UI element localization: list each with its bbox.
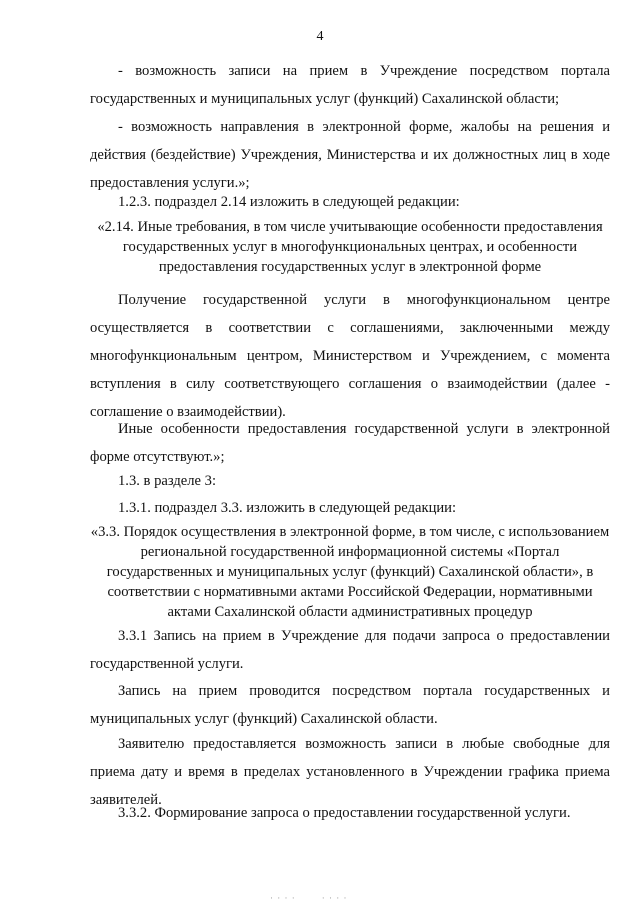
paragraph-amend-2-14: 1.2.3. подраздел 2.14 изложить в следующей редакции:	[118, 194, 460, 210]
paragraph-amend-3-3: 1.3.1. подраздел 3.3. изложить в следующей редакции:	[118, 500, 457, 516]
paragraph-appointment-portal: Запись на прием проводится посредством портала государственных и муниципальных услуг (функций) Сахалинской области.	[90, 683, 610, 727]
section-heading-3-3: «3.3. Порядок осуществления в электронной форме, в том числе, с использованием региональной государственной информационной системы «Портал государственных и муниципальных услуг (функций) Сахалинской области», в соответствии с нормативными актами Российской Федерации, нормативными актами Сахалинской области административных процедур	[90, 524, 610, 620]
paragraph-electronic-features: Иные особенности предоставления государственной услуги в электронной форме отсутствуют.»;	[90, 421, 610, 465]
page-number: 4	[316, 29, 324, 44]
paragraph-section-3: 1.3. в разделе 3:	[118, 473, 217, 489]
paragraph-mfc-service: Получение государственной услуги в многофункциональном центре осуществляется в соответствии с соглашениями, заключенными между многофункциональным центром, Министерством и Учреждением, с момента вступления в силу соответствующего соглашения о взаимодействии (далее - соглашение о взаимодействии).	[90, 292, 610, 420]
paragraph-applicant-schedule: Заявителю предоставляется возможность записи в любые свободные для приема дату и время в пределах установленного в Учреждении графика приема заявителей.	[90, 736, 610, 808]
paragraph-3-3-2: 3.3.2. Формирование запроса о предоставлении государственной услуги.	[118, 805, 571, 821]
section-heading-2-14: «2.14. Иные требования, в том числе учитывающие особенности предоставления государственных услуг в многофункциональных центрах, и особенности предоставления государственных услуг в электронной форме	[97, 219, 603, 275]
scan-artifact: · · · · · · · ·	[270, 893, 348, 903]
paragraph-3-3-1: 3.3.1 Запись на прием в Учреждение для подачи запроса о предоставлении государственной услуги.	[90, 628, 610, 672]
paragraph-portal-appointment: - возможность записи на прием в Учреждение посредством портала государственных и муниципальных услуг (функций) Сахалинской области;	[90, 63, 610, 107]
paragraph-complaint-option: - возможность направления в электронной форме, жалобы на решения и действия (бездействие) Учреждения, Министерства и их должностных лиц в ходе предоставления услуги.»;	[90, 119, 610, 191]
